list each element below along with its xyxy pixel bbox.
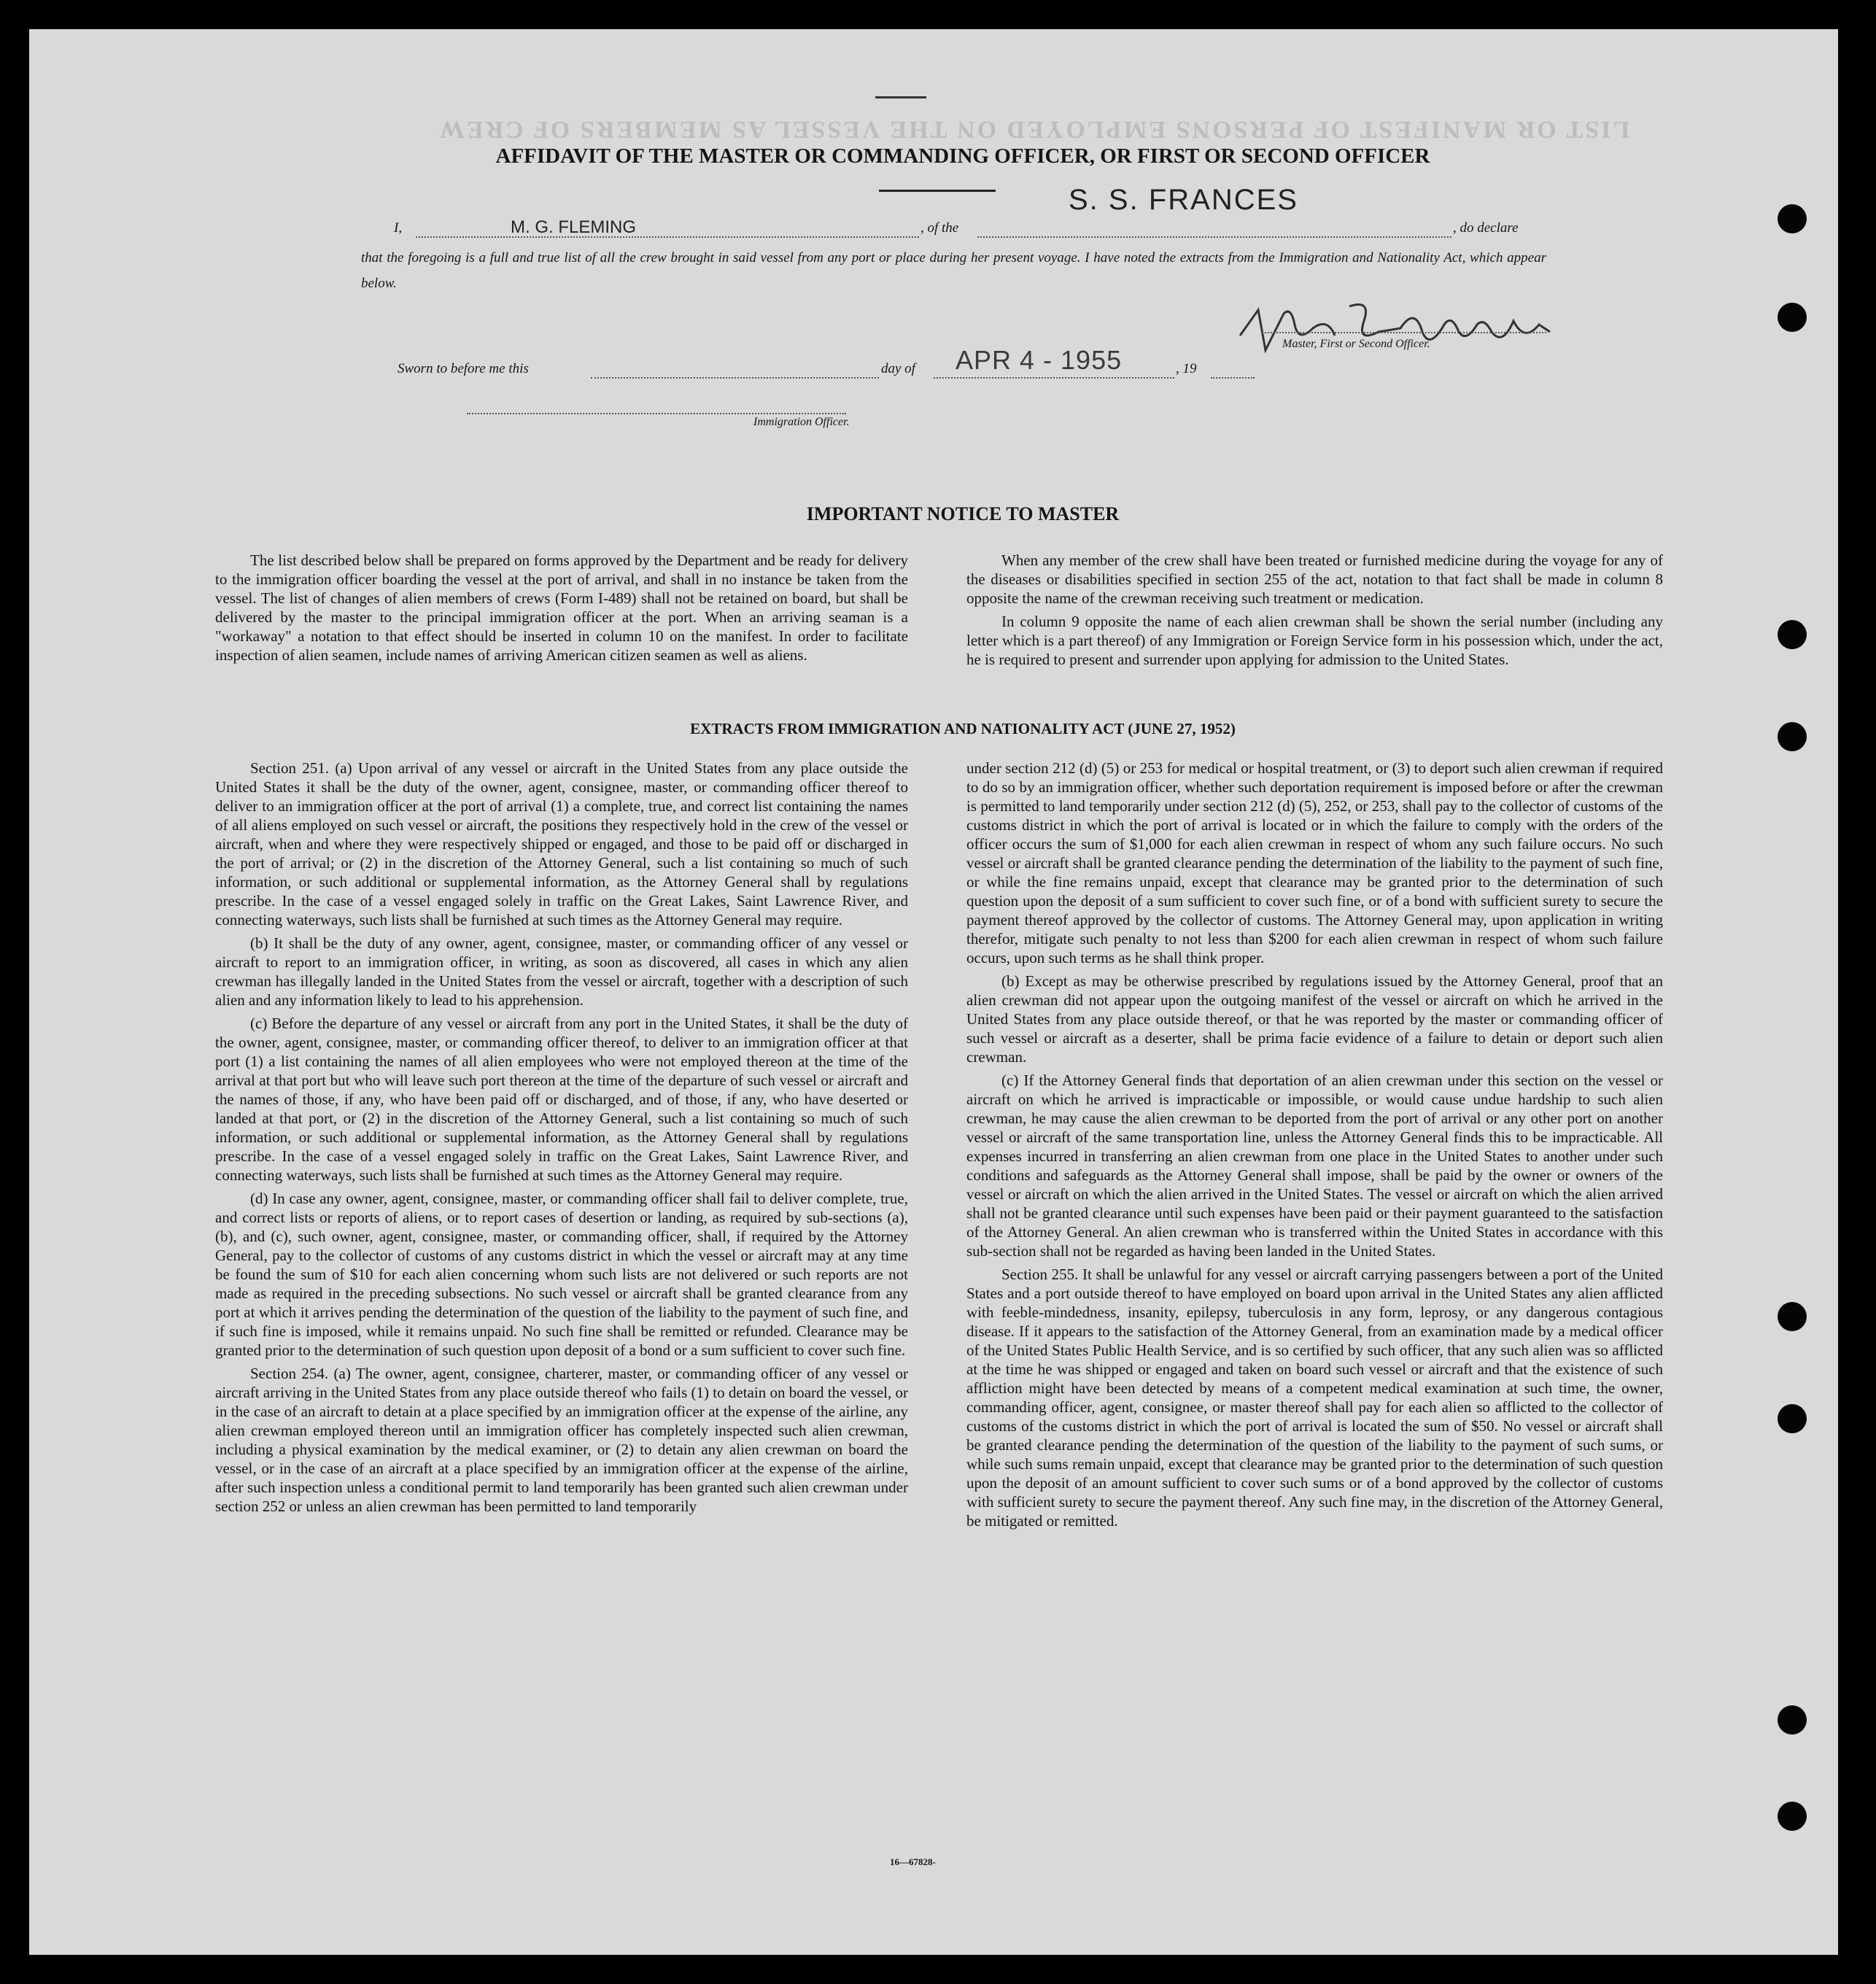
date-stamp: APR 4 - 1955 (956, 345, 1123, 375)
year-prefix: , 19 (1176, 361, 1197, 376)
year-blank (1211, 377, 1255, 379)
notice-left-column (215, 551, 908, 669)
binder-hole (1778, 722, 1807, 751)
document-page (29, 29, 1838, 1955)
of-the-label: , of the (920, 220, 959, 236)
section-254-a: Section 254. (a) The owner, agent, consignee, charterer, master, or commanding officer of any vessel or aircraft arriving in the United States from any place outside thereof who fails (1) to detain on board the vessel, or in the case of an aircraft to detain at a place specified by an immigration officer at the expense of the airline, any alien crewman employed thereon until an immigration officer has completely inspected such alien crewman, including a physical examination by the medical examiner, or (2) to detain any alien crewman on board the vessel, or in the case of an aircraft at a place specified by an immigration officer at the expense of the airline, after such inspection unless a conditional permit to land temporarily has been granted such alien crewman under section 252 or unless an alien crewman has been permitted to land temporarily (215, 1365, 908, 1515)
notice-right-text-1: When any member of the crew shall have been treated or furnished medicine during the voyage for any of the diseases or disabilities specified in section 255 of the act, notation to that fact shall be made in column 8 opposite the name of the crewman receiving such treatment or medication. (966, 551, 1663, 607)
binder-hole (1778, 1802, 1807, 1831)
section-251-d: (d) In case any owner, agent, consignee, master, or commanding officer shall fail to deliver complete, true, and correct lists or reports of aliens, or to report cases of desertion or landing, as required by sub-sections (a), (b), and (c), such owner, agent, consignee, master, or commanding officer, shall, if required by the Attorney General, pay to the collector of customs of any customs district in which the vessel or aircraft may at any time be found the sum of $10 for each alien concerning whom such lists are not delivered or such reports are not made as required in the preceding subsections. No such vessel or aircraft shall be granted clearance from any port at which it arrives pending the determination of the question of the liability to the payment of such fine, and if such fine is imposed, while it remains unpaid. No such fine shall be remitted or refunded. Clearance may be granted prior to the determination of such question upon deposit of a bond or a sum sufficient to cover such fine. (215, 1190, 908, 1359)
binder-hole (1778, 1302, 1807, 1331)
signature-blank (1262, 332, 1546, 333)
binder-hole (1778, 620, 1807, 649)
declaration-prefix: I, (394, 220, 403, 236)
section-251-a: Section 251. (a) Upon arrival of any vessel or aircraft in the United States from any place outside the United States it shall be the duty of the owner, agent, consignee, master, or commanding officer thereof to deliver to an immigration officer at the port of arrival (1) a complete, true, and correct list containing the names of all aliens employed on such vessel or aircraft, the positions they respectively hold in the crew of the vessel or aircraft, when and where they were respectively shipped or engaged, and those to be paid off or discharged in the port of arrival; or (2) in the discretion of the Attorney General, such a list containing so much of such information, or such additional or supplemental information, as the Attorney General shall by regulations prescribe. In the case of a vessel engaged solely in traffic on the Great Lakes, Saint Lawrence River, and connecting waterways, such lists shall be furnished at such times as the Attorney General may require. (215, 759, 908, 929)
section-251-b: (b) It shall be the duty of any owner, agent, consignee, master, or commanding officer of any vessel or aircraft to report to an immigration officer, in writing, as soon as discovered, all cases in which any alien crewman has illegally landed in the United States from the vessel or aircraft, together with a description of such alien and any information likely to lead to his apprehension. (215, 934, 908, 1009)
form-number: 16—67828- (890, 1856, 936, 1867)
binder-hole (1778, 1705, 1807, 1735)
extracts-left-column (215, 759, 908, 1520)
month-blank (934, 377, 1174, 379)
extracts-heading: EXTRACTS FROM IMMIGRATION AND NATIONALITY ACT (JUNE 27, 1952) (690, 720, 1236, 737)
binder-hole (1778, 204, 1807, 233)
title-rule (879, 190, 996, 192)
section-255: Section 255. It shall be unlawful for any vessel or aircraft carrying passengers between a port of the United States and a port outside thereof to have employed on board upon arrival in the United States any alien afflicted with feeble-mindedness, insanity, epilepsy, tuberculosis in any form, leprosy, or any dangerous contagious disease. If it appears to the satisfaction of the Attorney General, from an examination made by a medical officer of the United States Public Health Service, and is so certified by such officer, that any such alien was so afflicted at the time he was shipped or engaged and taken on board such vessel or aircraft and that the existence of such affliction might have been detected by means of a competent medical examination at such time, the owner, commanding officer, agent, consignee, or master thereof shall pay for each alien so afflicted to the collector of customs of the customs district in which the port of arrival is located the sum of $50. No vessel or aircraft shall be granted clearance pending the determination of the question of the liability to the payment of such sums, or while such sums remain unpaid, except that clearance may be granted prior to the determination of such question upon the deposit of an amount sufficient to cover such sums or of a bond approved by the collector of customs with sufficient surety to secure the payment thereof. Any such fine may, in the discretion of the Attorney General, be mitigated or remitted. (966, 1266, 1663, 1530)
signer-label: Master, First or Second Officer. (1282, 338, 1430, 350)
officer-blank (467, 413, 846, 414)
officer-label: Immigration Officer. (753, 416, 850, 428)
top-dash (875, 96, 926, 98)
master-name: M. G. FLEMING (511, 217, 637, 237)
vessel-blank (977, 236, 1451, 238)
section-254-c: (c) If the Attorney General finds that deportation of an alien crewman under this section on the vessel or aircraft on which he arrived is impracticable or impossible, or would cause undue hardship to such alien crewman, he may cause the alien crewman to be deported from the port of arrival or any other port on another vessel or aircraft of the same transportation line, unless the Attorney General finds this to be impracticable. All expenses incurred in transferring an alien crewman from one place in the United States to another under such conditions and safeguards as the Attorney General shall impose, shall be paid by the owner or owners of the vessel or aircraft on which the alien arrived in the United States. The vessel or aircraft on which the alien arrived shall not be granted clearance until such expenses have been paid or their payment guaranteed to the satisfaction of the Attorney General. An alien crewman who is transferred within the United States in accordance with this sub-section shall not be regarded as having been landed in the United States. (966, 1072, 1663, 1260)
section-254-a-continued: under section 212 (d) (5) or 253 for medical or hospital treatment, or (3) to deport such alien crewman if required to do so by an immigration officer, whether such deportation requirement is imposed before or after the crewman is permitted to land temporarily under section 212 (d) (5), 252, or 253, shall pay to the collector of customs of the customs district in which the port of arrival is located or in which the failure to comply with the orders of the officer occurs the sum of $1,000 for each alien crewman in respect of whom any such failure occurs. No such vessel or aircraft shall be granted clearance pending the determination of the liability to the payment of such fine, or while the fine remains unpaid, except that clearance may be granted prior to the determination of such question upon the deposit of a sum sufficient to cover such fine, or of a bond with sufficient surety to secure the payment thereof approved by the collector of customs. The Attorney General may, upon application in writing therefor, mitigate such penalty to not less than $200 for each alien crewman in respect of whom such failure occurs, upon such terms as he shall think proper. (966, 759, 1663, 966)
section-254-b: (b) Except as may be otherwise prescribed by regulations issued by the Attorney General, proof that an alien crewman did not appear upon the outgoing manifest of the vessel or aircraft on which he arrived in the United States from any place outside thereof, or that he was reported by the master or commanding officer of such vessel or aircraft as a deserter, shall be prima facie evidence of a failure to detain or deport such alien crewman. (966, 972, 1663, 1066)
extracts-right-column (966, 759, 1663, 1535)
day-blank (591, 377, 879, 379)
bleed-through-title: LIST OR MANIFEST OF PERSONS EMPLOYED ON THE VESSEL AS MEMBERS OF CREW (438, 116, 1630, 143)
notice-right-text-2: In column 9 opposite the name of each alien crewman shall be shown the serial number (including any letter which is a part thereof) of any Immigration or Foreign Service form in his possession which, under the act, he is required to present and surrender upon applying for admission to the United States. (966, 613, 1663, 668)
binder-hole (1778, 1404, 1807, 1433)
do-declare-label: , do declare (1453, 220, 1519, 236)
affidavit-title: AFFIDAVIT OF THE MASTER OR COMMANDING OFFICER, OR FIRST OR SECOND OFFICER (495, 144, 1430, 168)
vessel-name: S. S. FRANCES (1069, 184, 1298, 216)
declaration-body: that the foregoing is a full and true list of all the crew brought in said vessel from any port or place during her present voyage. I have noted the extracts from the Immigration and Nationality Act, which appear below. (361, 250, 1546, 291)
notice-right-column (966, 551, 1663, 673)
notice-heading: IMPORTANT NOTICE TO MASTER (806, 503, 1120, 524)
name-blank (416, 236, 919, 238)
binder-hole (1778, 303, 1807, 332)
section-251-c: (c) Before the departure of any vessel or aircraft from any port in the United States, it shall be the duty of the owner, agent, consignee, master, or commanding officer thereof, to deliver to an immigration officer at that port (1) a list containing the names of all alien employees who were not employed thereon at the time of the arrival at that port but who will leave such port thereon at the time of the departure of such vessel or aircraft and the names of those, if any, who have been paid off or discharged, and of those, if any, who have deserted or landed at that port, or (2) in the discretion of the Attorney General, such a list containing so much of such information, or such additional or supplemental information, as the Attorney General shall by regulations prescribe. In the case of a vessel engaged solely in traffic on the Great Lakes, Saint Lawrence River, and connecting waterways, such lists shall be furnished at such times as the Attorney General may require. (215, 1015, 908, 1184)
day-of-label: day of (881, 361, 915, 376)
notice-left-text: The list described below shall be prepared on forms approved by the Department and be ready for delivery to the immigration officer boarding the vessel at the port of arrival, and shall in no instance be taken from the vessel. The list of changes of alien members of crews (Form I-489) shall not be retained on board, but shall be delivered by the master to the principal immigration officer at the port. When an arriving seaman is a "workaway" a notation to that effect should be inserted in column 10 on the manifest. In order to facilitate inspection of alien seamen, include names of arriving American citizen seamen as well as aliens. (215, 551, 908, 664)
sworn-label: Sworn to before me this (398, 361, 529, 376)
